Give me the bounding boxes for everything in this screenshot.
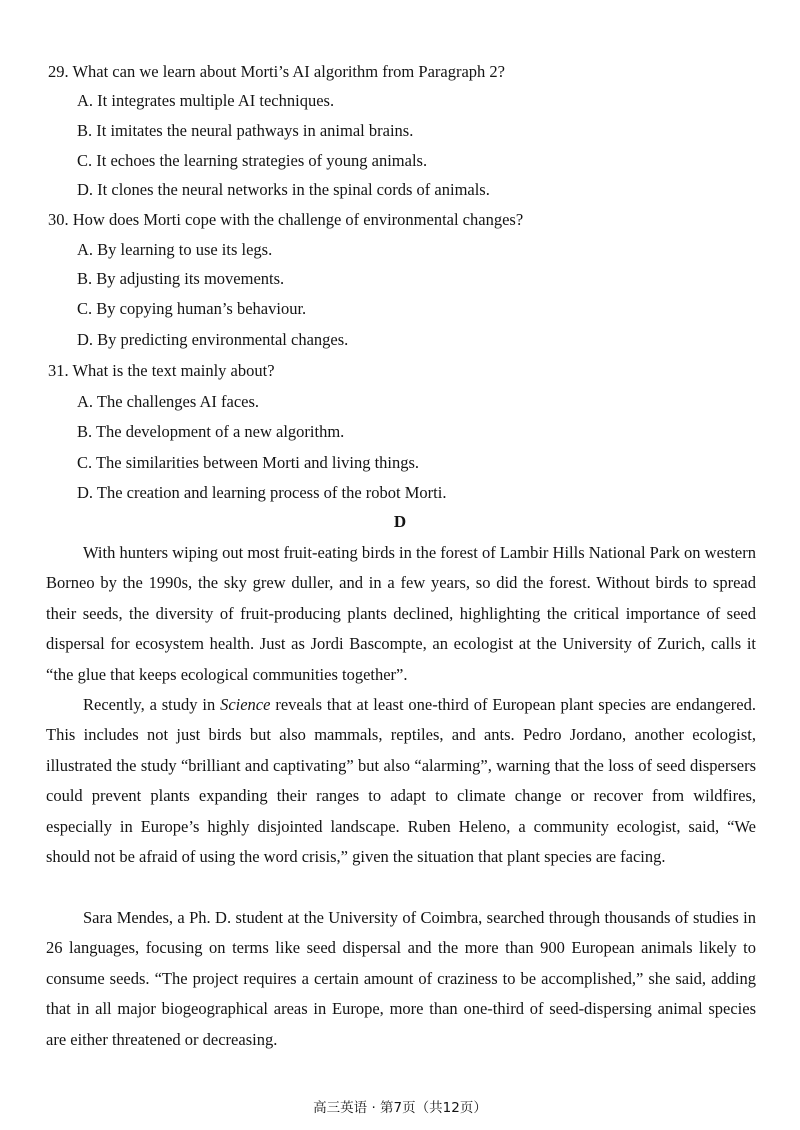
- question-31-option-d: D. The creation and learning process of the robot Morti.: [77, 483, 447, 502]
- question-29-stem: 29. What can we learn about Morti’s AI algorithm from Paragraph 2?: [48, 62, 505, 81]
- question-31-option-b: B. The development of a new algorithm.: [77, 422, 345, 441]
- question-31-option-a: A. The challenges AI faces.: [77, 392, 260, 411]
- question-30-option-b: B. By adjusting its movements.: [77, 269, 285, 288]
- journal-name-italic: Science: [220, 695, 271, 714]
- passage-paragraph-2: [46, 690, 756, 872]
- paragraph-2-text-rest: reveals that at least one-third of European plant species are endangered. This includes not just birds but also mammals, reptiles, and ants. Pedro Jordano, another ecologist, illustrated the study “brilliant and captivating” but also “alarming”, warning that the loss of seed dispersers could prevent plants expanding their ranges to adapt to climate change or recover from wildfires, especially in Europe’s highly disjointed landscape. Ruben Heleno, a community ecologist, said, “We should not be afraid of using the word crisis,” given the situation that plant species are facing.: [46, 695, 756, 867]
- question-29-option-c: C. It echoes the learning strategies of young animals.: [77, 151, 428, 170]
- question-30-stem: 30. How does Morti cope with the challenge of environmental changes?: [48, 210, 524, 229]
- question-31-stem: 31. What is the text mainly about?: [48, 361, 275, 380]
- paragraph-2-text-start: Recently, a study in: [83, 695, 221, 714]
- passage-paragraph-3: Sara Mendes, a Ph. D. student at the University of Coimbra, searched through thousands of studies in 26 languages, focusing on terms like seed dispersal and the more than 900 European animals likely to consume seeds. “The project requires a certain amount of craziness to be accomplished,” she said, adding that in all major biogeographical areas in Europe, more than one-third of seed-dispersing animal species are either threatened or decreasing.: [46, 908, 756, 1049]
- section-heading: D: [393, 512, 407, 531]
- question-29-option-a: A. It integrates multiple AI techniques.: [77, 91, 335, 110]
- question-29-option-d: D. It clones the neural networks in the spinal cords of animals.: [77, 180, 490, 199]
- question-31-option-c: C. The similarities between Morti and living things.: [77, 453, 420, 472]
- question-30-option-d: D. By predicting environmental changes.: [77, 330, 349, 349]
- question-30-option-c: C. By copying human’s behaviour.: [77, 299, 307, 318]
- question-29-option-b: B. It imitates the neural pathways in animal brains.: [77, 121, 414, 140]
- passage-paragraph-1: With hunters wiping out most fruit-eating birds in the forest of Lambir Hills National Park on western Borneo by the 1990s, the sky grew duller, and in a few years, so did the forest. Without birds to spread their seeds, the diversity of fruit-producing plants declined, highlighting the critical importance of seed dispersal for ecosystem health. Just as Jordi Bascompte, an ecologist at the University of Zurich, calls it “the glue that keeps ecological communities together”.: [46, 543, 756, 684]
- question-30-option-a: A. By learning to use its legs.: [77, 240, 273, 259]
- page-footer: 高三英语 · 第7页（共12页）: [313, 1100, 487, 1116]
